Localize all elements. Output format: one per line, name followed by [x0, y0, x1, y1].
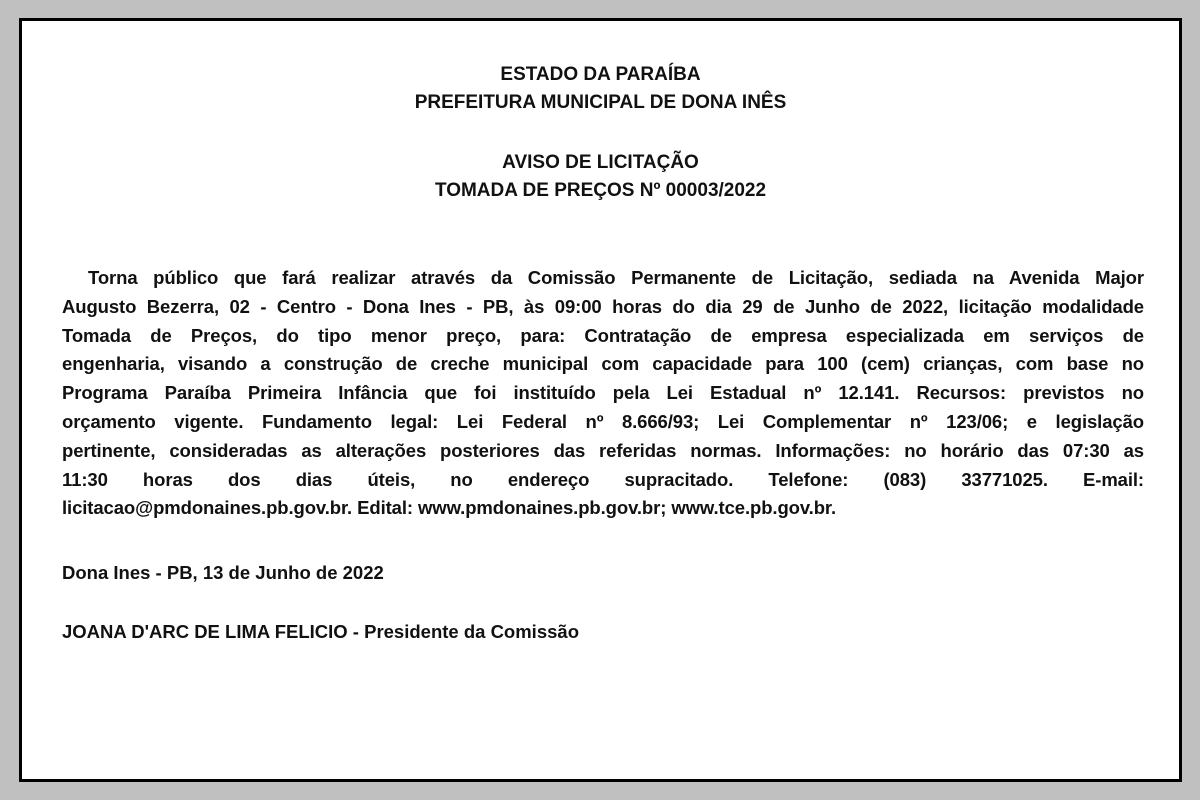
body-line: engenharia, visando a construção de creche municipal com capacidade para 100 (cem) crianças, com base no — [62, 353, 1144, 375]
notice-document — [19, 18, 1182, 782]
body-line: Augusto Bezerra, 02 - Centro - Dona Ines - PB, às 09:00 horas do dia 29 de Junho de 2022, licitação modalidade — [62, 295, 1144, 317]
body-line: pertinente, consideradas as alterações posteriores das referidas normas. Informações: no horário das 07:30 as — [62, 439, 1144, 461]
header-block — [22, 61, 1179, 117]
body-line: Programa Paraíba Primeira Infância que foi instituído pela Lei Estadual nº 12.141. Recursos: previstos no — [62, 382, 1144, 404]
title-block — [22, 149, 1179, 205]
process-heading: TOMADA DE PREÇOS Nº 00003/2022 — [434, 180, 767, 201]
body-line: 11:30 horas dos dias úteis, no endereço supracitado. Telefone: (083) 33771025. E-mail: — [62, 468, 1144, 490]
prefecture-heading: PREFEITURA MUNICIPAL DE DONA INÊS — [414, 92, 787, 113]
body-line: licitacao@pmdonaines.pb.gov.br. Edital: www.pmdonaines.pb.gov.br; www.tce.pb.gov.br. — [62, 497, 837, 519]
body-line: orçamento vigente. Fundamento legal: Lei Federal nº 8.666/93; Lei Complementar nº 123/06; e legislação — [62, 410, 1144, 432]
body-line: Torna público que fará realizar através da Comissão Permanente de Licitação, sediada na Avenida Major — [88, 267, 1144, 288]
place-date: Dona Ines - PB, 13 de Junho de 2022 — [62, 562, 384, 583]
notice-body — [62, 264, 1144, 523]
signature-line: JOANA D'ARC DE LIMA FELICIO - Presidente da Comissão — [62, 621, 579, 642]
body-line: Tomada de Preços, do tipo menor preço, para: Contratação de empresa especializada em serviços de — [62, 324, 1144, 346]
notice-type-heading: AVISO DE LICITAÇÃO — [502, 152, 699, 173]
state-heading: ESTADO DA PARAÍBA — [500, 64, 701, 85]
